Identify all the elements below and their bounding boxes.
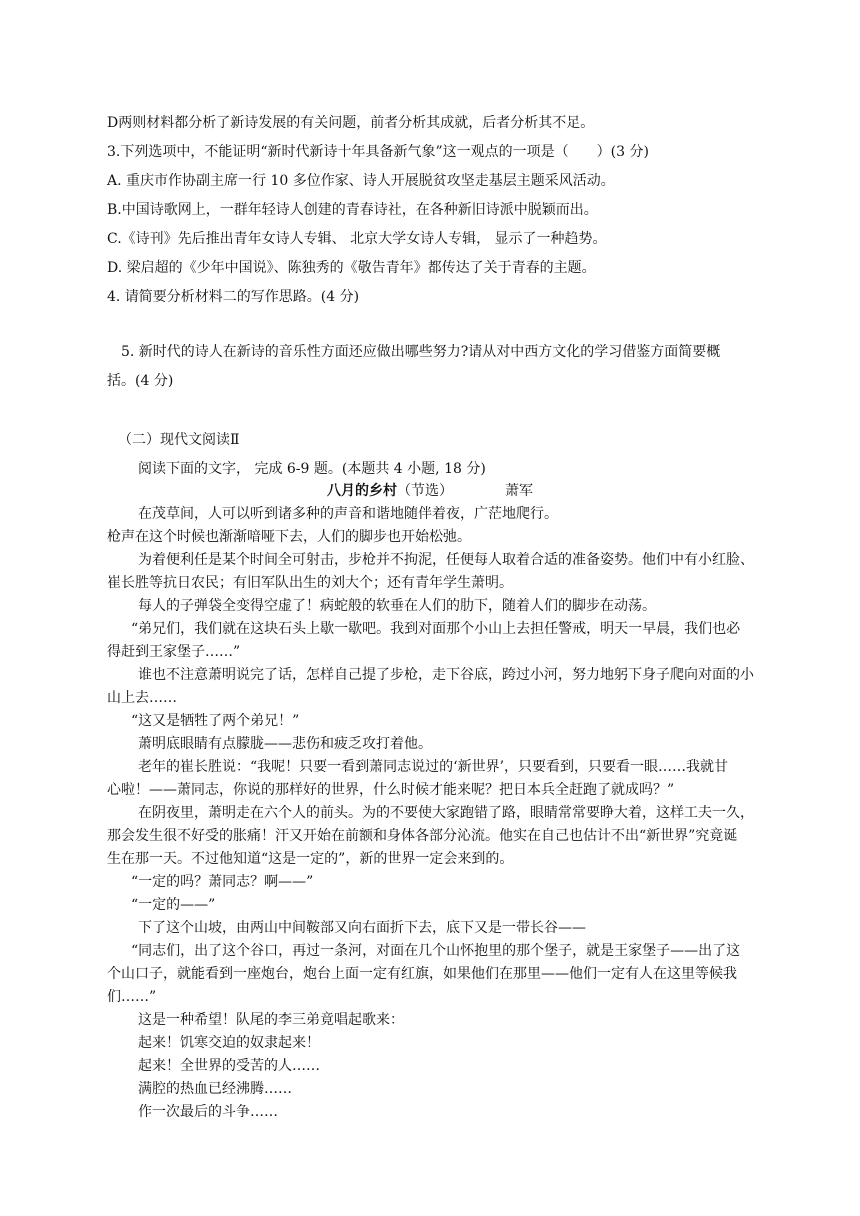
question-3-option-c: C.《诗刊》先后推出青年女诗人专辑、 北京大学女诗人专辑， 显示了一种趋势。 <box>107 231 607 247</box>
paragraph-3-line-1: 为着便利任是某个时间全可射击，步枪并不拘泥，任便每人取着合适的准备姿势。他们中有小红脸、 <box>138 552 754 568</box>
paragraph-14-line-2: 个山口子，就能看到一座炮台，炮台上面一定有红旗，如果他们在那里——他们一定有人在这里等候我 <box>107 966 737 982</box>
question-3-stem: 3.下列选项中，不能证明“新时代新诗十年具备新气象”这一观点的一项是（ ）(3 分) <box>107 144 649 160</box>
option-d-previous: D两则材料都分析了新诗发展的有关问题，前者分析其成就，后者分析其不足。 <box>107 115 595 131</box>
paragraph-6-line-1: 谁也不注意萧明说完了话，怎样自己提了步枪，走下谷底，跨过小河，努力地躬下身子爬向对面的小 <box>138 667 754 683</box>
paragraph-5-line-2: 得赶到王家堡子……” <box>107 644 241 660</box>
paragraph-15: 这是一种希望！队尾的李三弟竟唱起歌来： <box>138 1012 404 1028</box>
song-line-2: 起来！全世界的受苦的人…… <box>138 1058 320 1074</box>
song-line-1: 起来！饥寒交迫的奴隶起来！ <box>138 1035 320 1051</box>
paragraph-7: “这又是牺牲了两个弟兄！” <box>131 713 300 729</box>
passage-title: 八月的乡村 <box>327 483 397 499</box>
paragraph-11: “一定的吗？萧同志？啊——” <box>131 874 314 890</box>
paragraph-9-line-1: 老年的崔长胜说：“我呢！只要一看到萧同志说过的‘新世界’，只要看到，只要看一眼……我就甘 <box>138 759 729 775</box>
paragraph-3-line-2: 崔长胜等抗日农民；有旧军队出生的刘大个；还有青年学生萧明。 <box>107 575 513 591</box>
question-3-option-b: B.中国诗歌网上，一群年轻诗人创建的青春诗社，在各种新旧诗派中脱颖而出。 <box>107 202 598 218</box>
section-heading: （二）现代文阅读Ⅱ <box>118 432 240 448</box>
paragraph-10-line-1: 在阴夜里，萧明走在六个人的前头。为的不要使大家跑错了路，眼睛常常要睁大着，这样工夫一久， <box>138 805 754 821</box>
passage-subtitle: （节选） <box>397 483 453 499</box>
passage-author: 萧军 <box>505 483 533 499</box>
paragraph-5-line-1: “弟兄们，我们就在这块石头上歇一歇吧。我到对面那个小山上去担任警戒，明天一早晨，我们也必 <box>131 621 741 637</box>
section-instruction: 阅读下面的文字， 完成 6-9 题。(本题共 4 小题, 18 分) <box>138 461 486 477</box>
paragraph-4: 每人的子弹袋全变得空虚了！病蛇般的软垂在人们的肋下，随着人们的脚步在动荡。 <box>138 598 656 614</box>
passage-title-line <box>327 482 533 500</box>
question-5-line-1: 5. 新时代的诗人在新诗的音乐性方面还应做出哪些努力?请从对中西方文化的学习借鉴方面简要概 <box>121 344 721 360</box>
song-line-3: 满腔的热血已经沸腾…… <box>138 1081 292 1097</box>
paragraph-2: 枪声在这个时候也渐渐喑哑下去，人们的脚步也开始松弛。 <box>107 529 471 545</box>
paragraph-13: 下了这个山坡，由两山中间鞍部又向右面折下去，底下又是一带长谷—— <box>138 920 586 936</box>
paragraph-14-line-1: “同志们，出了这个谷口，再过一条河，对面在几个山怀抱里的那个堡子，就是王家堡子——出了这 <box>131 943 741 959</box>
paragraph-14-line-3: 们……” <box>107 989 157 1005</box>
song-line-4: 作一次最后的斗争…… <box>138 1104 278 1120</box>
paragraph-9-line-2: 心啦！——萧同志，你说的那样好的世界，什么时候才能来呢？把日本兵全赶跑了就成吗？” <box>107 782 675 798</box>
paragraph-6-line-2: 山上去…… <box>107 690 177 706</box>
paragraph-10-line-2: 那会发生很不好受的胀痛！汗又开始在前额和身体各部分沁流。他实在自己也估计不出“新世界”究竟诞 <box>107 828 738 844</box>
question-4: 4. 请简要分析材料二的写作思路。(4 分) <box>107 289 360 305</box>
paragraph-8: 萧明底眼睛有点朦胧——悲伤和疲乏攻打着他。 <box>138 736 432 752</box>
paragraph-1: 在茂草间，人可以听到诸多种的声音和谐地随伴着夜，广茫地爬行。 <box>138 506 558 522</box>
paragraph-10-line-3: 生在那一天。不过他知道“这是一定的”，新的世界一定会来到的。 <box>107 851 514 867</box>
question-5-line-2: 括。(4 分) <box>107 373 174 389</box>
paragraph-12: “一定的——” <box>131 897 216 913</box>
question-3-option-a: A. 重庆市作协副主席一行 10 多位作家、诗人开展脱贫攻坚走基层主题采风活动。 <box>107 173 615 189</box>
question-3-option-d: D. 梁启超的《少年中国说》、陈独秀的《敬告青年》都传达了关于青春的主题。 <box>107 260 596 276</box>
